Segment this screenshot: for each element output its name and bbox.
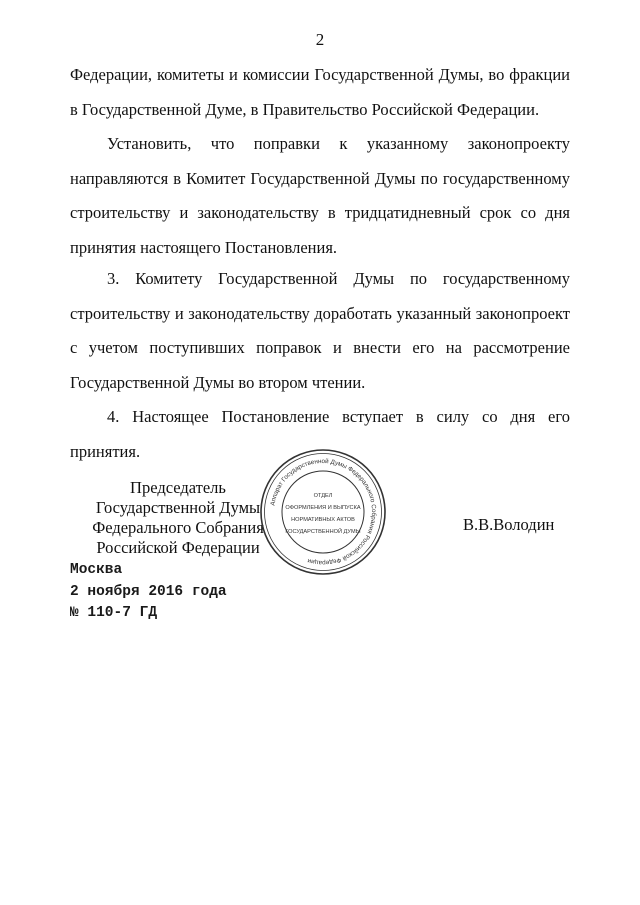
paragraph-amendments: Установить, что поправки к указанному законопроекту направляются в Комитет Государственной Думы по государственному строительству и законодательству в тридцатидневный срок со дня принятия настоящего Постановления. <box>70 134 570 257</box>
stamp-line-2: ОФОРМЛЕНИЯ И ВЫПУСКА <box>285 505 361 511</box>
signatory-title <box>70 478 286 558</box>
signatory-title-line-3: Российской Федерации <box>96 538 260 557</box>
stamp-line-4: ГОСУДАРСТВЕННОЙ ДУМЫ <box>285 529 361 535</box>
signatory-title-line-1: Председатель Государственной Думы <box>95 478 261 517</box>
official-stamp <box>258 447 388 577</box>
stamp-ring-text: Аппарат Государственной Думы Федерального Собрания Российской Федерации <box>269 457 378 567</box>
place-date-number <box>70 560 227 625</box>
stamp-line-1: ОТДЕЛ <box>313 493 333 499</box>
paragraph-continuation: Федерации, комитеты и комиссии Государственной Думы, во фракции в Государственной Думе, в Правительство Российской Федерации. <box>70 65 570 119</box>
paragraph-item-3: 3. Комитету Государственной Думы по государственному строительству и законодательству доработать указанный законопроект с учетом поступивших поправок и внести его на рассмотрение Государственной Думы во втором чтении. <box>70 269 570 392</box>
page-number: 2 <box>315 30 325 49</box>
document-number: № 110-7 ГД <box>70 605 158 621</box>
stamp-line-3: НОРМАТИВНЫХ АКТОВ <box>291 517 355 523</box>
signatory-name: В.В.Володин <box>463 515 555 534</box>
signatory-title-line-2: Федерального Собрания <box>92 518 264 537</box>
paragraph-item-4: 4. Настоящее Постановление вступает в силу со дня его принятия. <box>70 407 570 461</box>
date: 2 ноября 2016 года <box>70 583 227 600</box>
city: Москва <box>70 562 123 578</box>
